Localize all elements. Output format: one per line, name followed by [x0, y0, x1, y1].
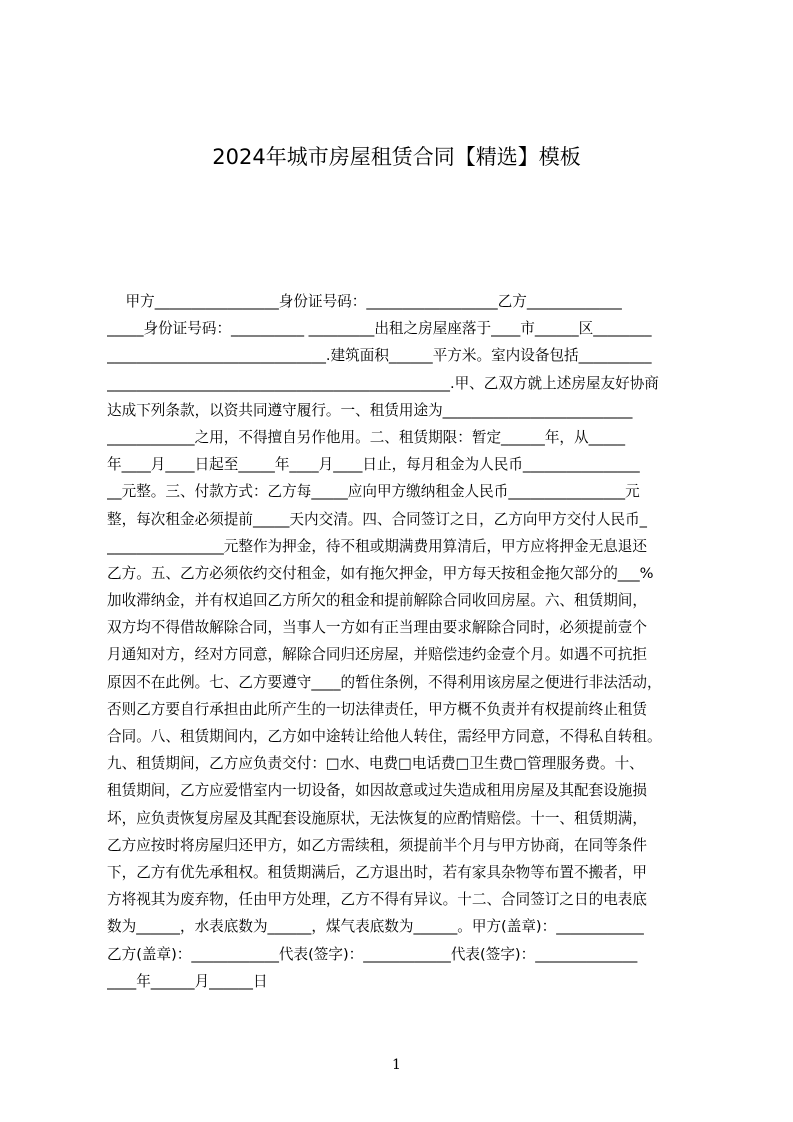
body-line: 租赁期间，乙方应爱惜室内一切设备，如因故意或过失造成租用房屋及其配套设施损	[107, 782, 647, 800]
body-line: 乙方(盖章)：____________代表(签字)：____________代表(签字)：______________	[107, 945, 638, 963]
body-line: 合同。八、租赁期间内，乙方如中途转让给他人转住，需经甲方同意，不得私自转租。	[107, 728, 662, 745]
body-line: 月通知对方，经对方同意，解除合同归还房屋，并赔偿违约金壹个月。如遇不可抗拒	[107, 646, 647, 664]
body-line: 年____月____日起至_____年____月____日止，每月租金为人民币________________	[107, 456, 640, 474]
body-line: 甲方_________________身份证号码：__________________乙方_____________	[107, 293, 622, 310]
body-line: 原因不在此例。七、乙方要遵守____的暂住条例，不得利用该房屋之便进行非法活动，	[107, 673, 662, 691]
contract-body	[107, 288, 699, 995]
body-line: 达成下列条款，以资共同遵守履行。一、租赁用途为__________________________	[107, 401, 633, 419]
body-line: 整，每次租金必须提前_____天内交清。四、合同签订之日，乙方向甲方交付人民币_	[107, 510, 647, 528]
body-line: 乙方应按时将房屋归还甲方，如乙方需续租，须提前半个月与甲方协商，在同等条件	[107, 836, 647, 854]
body-line: 乙方。五、乙方必须依约交付租金，如有拖欠押金，甲方每天按租金拖欠部分的___%	[107, 564, 654, 582]
body-line: __元整。三、付款方式：乙方每_____应向甲方缴纳租金人民币________________元	[107, 483, 640, 501]
body-line: 加收滞纳金，并有权追回乙方所欠的租金和提前解除合同收回房屋。六、租赁期间，	[107, 592, 647, 610]
body-line: 数为______，水表底数为______，煤气表底数为______。甲方(盖章)：____________	[107, 918, 644, 936]
page-number: 1	[392, 1057, 401, 1073]
body-line: 双方均不得借故解除合同，当事人一方如有正当理由要求解除合同时，必须提前壹个	[107, 619, 647, 637]
body-line: 下，乙方有优先承租权。租赁期满后，乙方退出时，若有家具杂物等布置不搬者，甲	[107, 863, 647, 881]
body-line: ____年______月______日	[107, 972, 268, 990]
body-line: _____身份证号码：__________ _________出租之房屋座落于____市______区________	[107, 320, 652, 338]
body-line: 方将视其为废弃物，任由甲方处理，乙方不得有异议。十二、合同签订之日的电表底	[107, 891, 647, 909]
body-line: 坏，应负责恢复房屋及其配套设施原状，无法恢复的应酌情赔偿。十一、租赁期满，	[107, 809, 647, 827]
body-line: ________________元整作为押金，待不租或期满费用算清后，甲方应将押金无息退还	[107, 537, 647, 555]
body-line: ____________之用，不得擅自另作他用。二、租赁期限：暂定______年，从_____	[107, 428, 626, 446]
body-line: _______________________________________________.甲、乙双方就上述房屋友好协商	[107, 374, 659, 392]
body-line: 九、租赁期间，乙方应负责交付：□水、电费□电话费□卫生费□管理服务费。十、	[107, 755, 644, 773]
body-line: 否则乙方要自行承担由此所产生的一切法律责任，甲方概不负责并有权提前终止租赁	[107, 700, 647, 718]
body-line: ______________________________.建筑面积______平方米。室内设备包括__________	[107, 347, 652, 365]
document-title: 2024年城市房屋租赁合同【精选】模板	[212, 145, 581, 169]
